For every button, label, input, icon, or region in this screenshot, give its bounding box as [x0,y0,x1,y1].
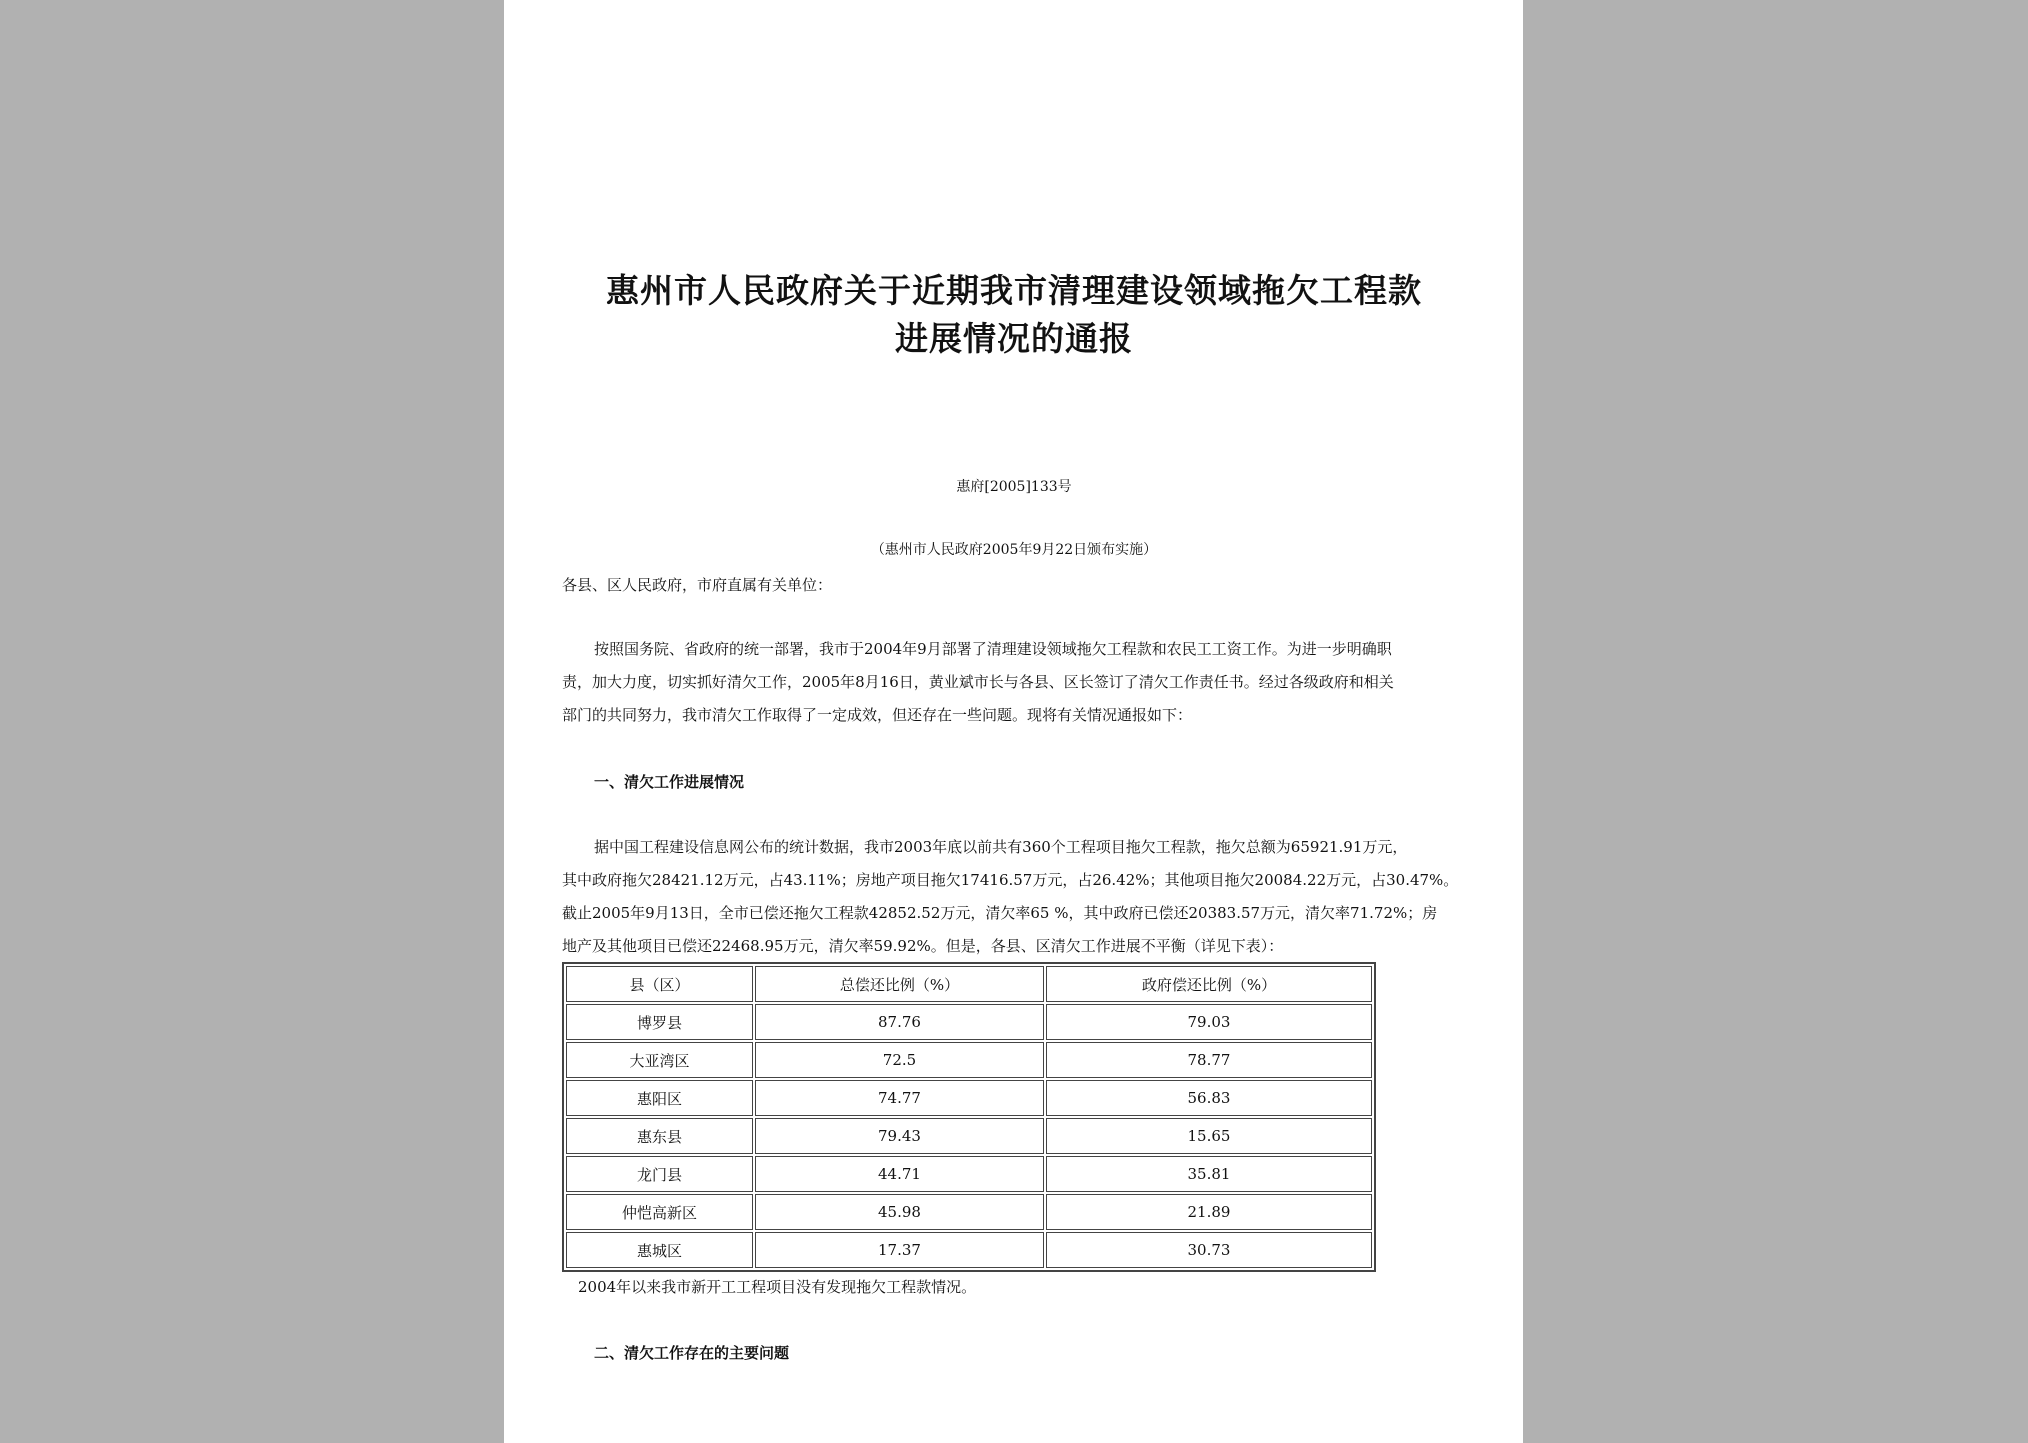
table-cell: 56.83 [1046,1080,1372,1116]
table-header-row [566,966,1372,1002]
table-cell: 30.73 [1046,1232,1372,1268]
document-title-line-2: 进展情况的通报 [895,319,1133,358]
salutation: 各县、区人民政府，市府直属有关单位： [562,576,833,594]
section-2-heading: 二、清欠工作存在的主要问题 [594,1344,790,1362]
table-cell: 35.81 [1046,1156,1372,1192]
table-cell: 87.76 [755,1004,1044,1040]
table-cell: 17.37 [755,1232,1044,1268]
document-page [504,0,1523,1443]
table-cell: 79.03 [1046,1004,1372,1040]
intro-paragraph-line: 责，加大力度，切实抓好清欠工作，2005年8月16日，黄业斌市长与各县、区长签订了清欠工作责任书。经过各级政府和相关 [562,673,1394,691]
after-table-note: 2004年以来我市新开工工程项目没有发现拖欠工程款情况。 [578,1278,977,1296]
table-row [566,1156,1372,1192]
table-cell: 45.98 [755,1194,1044,1230]
table-row [566,1042,1372,1078]
intro-paragraph-line: 部门的共同努力，我市清欠工作取得了一定成效，但还存在一些问题。现将有关情况通报如下： [562,706,1193,724]
issue-note: （惠州市人民政府2005年9月22日颁布实施） [870,542,1158,558]
table-row [566,1232,1372,1268]
section-1-paragraph-line: 截止2005年9月13日，全市已偿还拖欠工程款42852.52万元，清欠率65 %，其中政府已偿还20383.57万元，清欠率71.72%；房 [562,904,1438,922]
table-cell: 44.71 [755,1156,1044,1192]
table-row [566,1118,1372,1154]
table-cell: 78.77 [1046,1042,1372,1078]
table-cell: 79.43 [755,1118,1044,1154]
table-cell: 大亚湾区 [566,1042,753,1078]
table-header-cell: 政府偿还比例（%） [1046,966,1372,1002]
table-cell: 惠城区 [566,1232,753,1268]
section-1-heading: 一、清欠工作进展情况 [594,773,745,791]
table-cell: 惠阳区 [566,1080,753,1116]
section-1-paragraph-line: 地产及其他项目已偿还22468.95万元，清欠率59.92%。但是，各县、区清欠工作进展不平衡（详见下表）： [562,937,1284,955]
table-row [566,1194,1372,1230]
table-cell: 龙门县 [566,1156,753,1192]
document-title-line-1: 惠州市人民政府关于近期我市清理建设领域拖欠工程款 [606,271,1422,310]
table-cell: 72.5 [755,1042,1044,1078]
table-row [566,1080,1372,1116]
repayment-ratio-table [562,962,1376,1272]
table-cell: 博罗县 [566,1004,753,1040]
table-cell: 惠东县 [566,1118,753,1154]
document-number: 惠府[2005]133号 [956,479,1072,495]
table-header-cell: 县（区） [566,966,753,1002]
table-cell: 21.89 [1046,1194,1372,1230]
table-row [566,1004,1372,1040]
table-cell: 74.77 [755,1080,1044,1116]
section-1-paragraph-line: 据中国工程建设信息网公布的统计数据，我市2003年底以前共有360个工程项目拖欠工程款，拖欠总额为65921.91万元， [594,838,1408,856]
table-header-cell: 总偿还比例（%） [755,966,1044,1002]
table-cell: 15.65 [1046,1118,1372,1154]
section-1-paragraph-line: 其中政府拖欠28421.12万元，占43.11%；房地产项目拖欠17416.57万元，占26.42%；其他项目拖欠20084.22万元，占30.47%。 [562,871,1459,889]
table-cell: 仲恺高新区 [566,1194,753,1230]
intro-paragraph-line: 按照国务院、省政府的统一部署，我市于2004年9月部署了清理建设领域拖欠工程款和农民工工资工作。为进一步明确职 [594,640,1392,658]
